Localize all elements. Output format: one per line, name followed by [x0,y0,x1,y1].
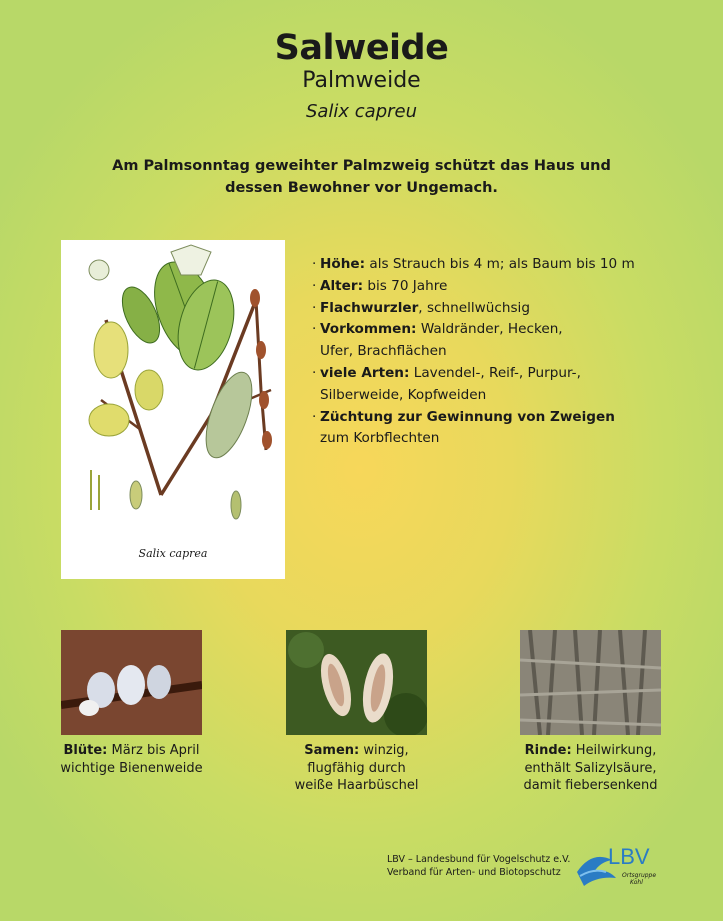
logo-subtext-2: Kohl [630,879,643,886]
willow-branch-drawing [61,240,285,540]
caption-line: damit fiebersenkend [523,778,658,793]
page-title: Salweide [274,28,449,68]
caption-samen [271,742,442,795]
caption-label: Rinde: [524,743,572,758]
fact-continuation: Ufer, Brachflächen [320,343,447,360]
caption-text: Heilwirkung, [571,743,657,758]
photo-samen [286,630,427,735]
fact-label: Vorkommen: [320,321,417,338]
caption-line: enthält Salizylsäure, [524,760,657,776]
fact-label: Züchtung zur Gewinnung von Zweigen [320,408,615,425]
fact-list [312,254,672,450]
caption-label: Blüte: [63,743,108,758]
fact-label: viele Arten: [320,364,410,381]
page-subtitle: Palmweide [302,68,421,93]
fact-item-vorkommen: · Vorkommen: Waldränder, Hecken, Ufer, Brachflächen [312,321,563,360]
fact-label: Höhe: [320,256,366,272]
fact-label: Alter: [320,277,364,294]
fact-text: als Strauch bis 4 m; als Baum bis 10 m [365,256,635,272]
fact-continuation: zum Korbflechten [320,430,440,447]
fact-item-arten: · viele Arten: Lavendel-, Reif-, Purpur-, Silberweide, Kopfweiden [312,364,581,403]
caption-line: flugfähig durch [307,760,406,776]
fact-label: Flachwurzler [320,299,419,316]
illustration-caption: Salix caprea [138,547,208,560]
caption-text: winzig, [359,743,409,758]
photo-bluete [61,630,202,735]
logo-subtext-1: Ortsgruppe [622,872,657,879]
footer-line-2: Verband für Arten- und Biotopschutz [387,867,561,878]
caption-text: März bis April [107,743,200,758]
caption-line: weiße Haarbüschel [294,778,419,793]
fact-text: , schnellwüchsig [418,299,530,316]
fact-item-hoehe: · Höhe: als Strauch bis 4 m; als Baum bis 10 m [312,256,635,272]
lbv-logo [572,842,662,890]
caption-bluete [46,742,217,777]
fact-continuation: Silberweide, Kopfweiden [320,386,487,403]
botanical-illustration [61,240,285,579]
latin-name: Salix capreu [305,101,418,122]
fact-text: Lavendel-, Reif-, Purpur-, [409,364,581,381]
footer-organization [387,853,570,879]
fact-item-zuechtung: · Züchtung zur Gewinnung von Zweigen zum Korbflechten [312,408,615,447]
footer-line-1: LBV – Landesbund für Vogelschutz e.V. [387,854,571,865]
caption-rinde [505,742,676,795]
photo-rinde [520,630,661,735]
caption-line: wichtige Bienenweide [60,760,203,776]
quote-line-1: Am Palmsonntag geweihter Palmzweig schützt das Haus und [112,158,611,174]
caption-label: Samen: [304,743,360,758]
fact-item-flachwurzler: · Flachwurzler, schnellwüchsig [312,299,530,316]
fact-text: Waldränder, Hecken, [416,321,563,338]
fact-text: bis 70 Jahre [363,277,448,294]
logo-text: LBV [608,844,650,869]
intro-quote [80,155,643,199]
quote-line-2: dessen Bewohner vor Ungemach. [225,180,498,196]
fact-item-alter: · Alter: bis 70 Jahre [312,277,448,294]
